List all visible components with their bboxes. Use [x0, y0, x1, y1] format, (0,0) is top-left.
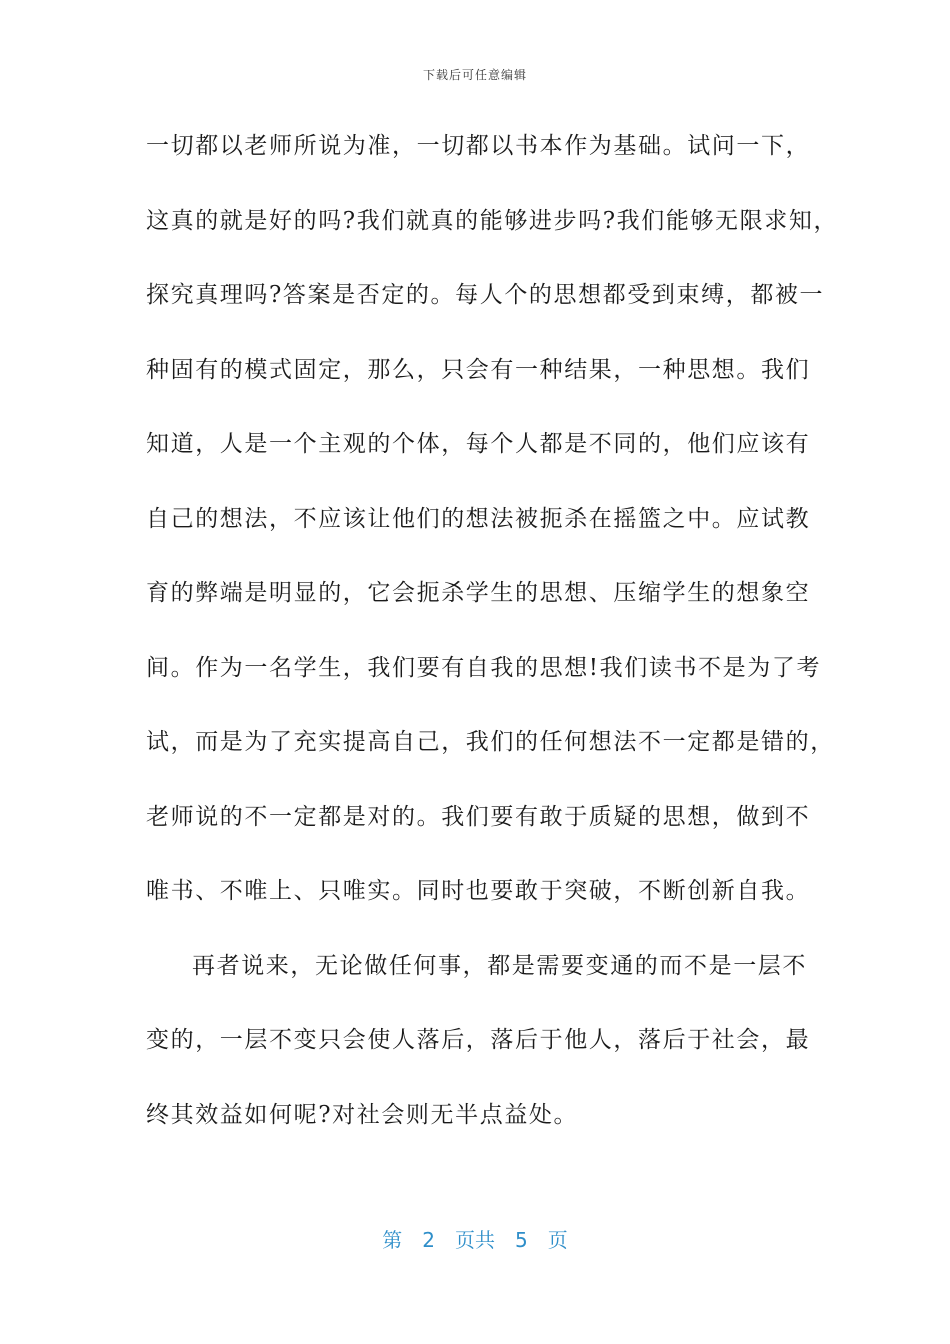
text-line: 唯书、不唯上、只唯实。同时也要敢于突破，不断创新自我。 [146, 878, 811, 904]
text-line: 自己的想法，不应该让他们的想法被扼杀在摇篮之中。应试教 [146, 505, 811, 532]
text-line: 探究真理吗?答案是否定的。每人个的思想都受到束缚，都被一 [146, 282, 825, 308]
page-footer [0, 1224, 950, 1253]
document-body [146, 126, 839, 1169]
text-line: 间。作为一名学生，我们要有自我的思想!我们读书不是为了考 [146, 654, 822, 681]
text-line: 种固有的模式固定，那么，只会有一种结果，一种思想。我们 [146, 356, 811, 383]
page-header: 下载后可任意编辑 [422, 68, 527, 82]
footer-prefix: 第 [382, 1228, 403, 1252]
text-line: 知道，人是一个主观的个体，每个人都是不同的，他们应该有 [146, 431, 811, 457]
current-page-number: 2 [422, 1228, 435, 1252]
text-line: 这真的就是好的吗?我们就真的能够进步吗?我们能够无限求知， [146, 207, 839, 234]
text-line: 一切都以老师所说为准，一切都以书本作为基础。试问一下， [146, 133, 811, 159]
text-line: 试，而是为了充实提高自己，我们的任何想法不一定都是错的， [146, 729, 835, 755]
text-line: 老师说的不一定都是对的。我们要有敢于质疑的思想，做到不 [146, 803, 811, 830]
paragraph-start-line: 再者说来，无论做任何事，都是需要变通的而不是一层不 [192, 952, 807, 979]
text-line: 变的，一层不变只会使人落后，落后于他人，落后于社会，最 [146, 1027, 811, 1053]
total-page-number: 5 [515, 1228, 528, 1252]
text-line: 育的弊端是明显的，它会扼杀学生的思想、压缩学生的想象空 [146, 580, 811, 606]
text-line: 终其效益如何呢?对社会则无半点益处。 [146, 1101, 579, 1128]
footer-middle: 页共 [455, 1228, 495, 1252]
footer-suffix: 页 [547, 1228, 568, 1252]
